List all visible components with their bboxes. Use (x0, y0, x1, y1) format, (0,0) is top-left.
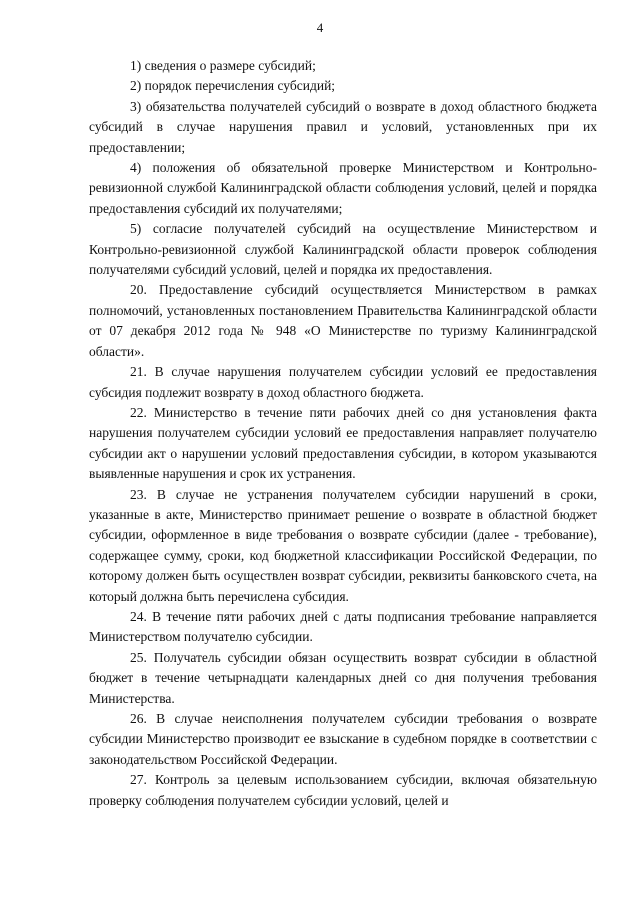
list-item-subsidy-amount: 1) сведения о размере субсидий; (130, 58, 316, 73)
clause-26: 26. В случае неисполнения получателем субсидии требования о возврате субсидии Министерство производит ее взыскание в судебном порядке в соответствии с законодательством Российской Федерации. (89, 711, 597, 767)
clause-23: 23. В случае не устранения получателем субсидии нарушений в сроки, указанные в акте, Министерство принимает решение о возврате в областной бюджет субсидии, оформленное в виде требования о возврате субсидии (далее - требование), содержащее сумму, сроки, код бюджетной классификации Российской Федерации, по которому должен быть осуществлен возврат субсидии, реквизиты банковского счета, на который должна быть перечислена субсидия. (89, 486, 597, 604)
clause-22: 22. Министерство в течение пяти рабочих дней со дня установления факта нарушения получателем субсидии условий ее предоставления направляет получателю субсидии акт о нарушении условий предоставления субсидии, в котором указываются выявленные нарушения и срок их устранения. (89, 404, 597, 482)
clause-27: 27. Контроль за целевым использованием субсидии, включая обязательную проверку соблюдения получателем субсидии условий, целей и (89, 772, 597, 808)
list-item-recipient-consent: 5) согласие получателей субсидий на осуществление Министерством и Контрольно-ревизионной службой Калининградской области проверок соблюдения получателями субсидий условий, целей и порядка их предоставления. (89, 221, 597, 278)
clause-21: 21. В случае нарушения получателем субсидии условий ее предоставления субсидия подлежит возврату в доход областного бюджета. (89, 364, 597, 400)
list-item-transfer-procedure: 2) порядок перечисления субсидий; (130, 78, 336, 94)
list-item-mandatory-check: 4) положения об обязательной проверке Министерством и Контрольно-ревизионной службой Калининградской области соблюдения условий, целей и порядка предоставления субсидий их получателями; (89, 160, 597, 216)
clause-25: 25. Получатель субсидии обязан осуществить возврат субсидии в областной бюджет в течение четырнадцати календарных дней со дня получения требования Министерства. (89, 649, 597, 706)
document-body (89, 56, 597, 811)
clause-24: 24. В течение пяти рабочих дней с даты подписания требование направляется Министерством получателю субсидии. (89, 608, 597, 645)
page-number: 4 (316, 20, 324, 35)
list-item-refund-obligations: 3) обязательства получателей субсидий о возврате в доход областного бюджета субсидий в случае нарушения правил и условий, установленных при их предоставлении; (89, 98, 597, 155)
clause-20: 20. Предоставление субсидий осуществляется Министерством в рамках полномочий, установленных постановлением Правительства Калининградской области от 07 декабря 2012 года № 948 «О Министерстве по туризму Калининградской области». (89, 282, 597, 359)
